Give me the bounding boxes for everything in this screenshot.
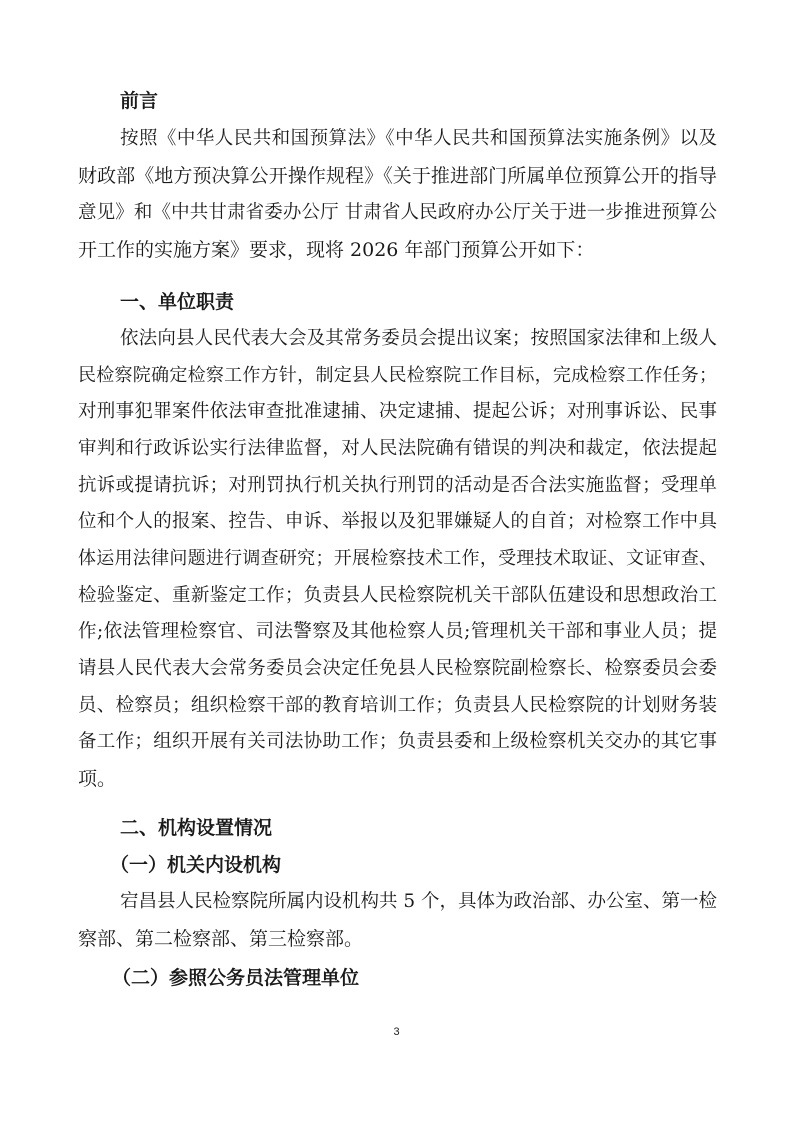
section-heading-structure: 二、机构设置情况 — [120, 817, 273, 839]
paragraph-line: 宕昌县人民检察院所属内设机构共 5 个，具体为政治部、办公室、第一检 — [120, 891, 718, 912]
page-number: 3 — [393, 1026, 400, 1038]
paragraph-line: 审判和行政诉讼实行法律监督，对人民法院确有错误的判决和裁定，依法提起 — [78, 438, 717, 459]
paragraph-line: 财政部《地方预决算公开操作规程》《关于推进部门所属单位预算公开的指导 — [78, 165, 717, 187]
subsection-heading-civil-service: （二）参照公务员法管理单位 — [112, 967, 360, 989]
paragraph-line: 备工作；组织开展有关司法协助工作；负责县委和上级检察机关交办的其它事 — [78, 731, 717, 752]
paragraph-line: 位和个人的报案、控告、申诉、举报以及犯罪嫌疑人的自首；对检察工作中具 — [78, 511, 717, 532]
paragraph-line: 体运用法律问题进行调查研究；开展检察技术工作，受理技术取证、文证审查、 — [78, 548, 717, 569]
paragraph-line: 员、检察员；组织检察干部的教育培训工作；负责县人民检察院的计划财务装 — [78, 695, 717, 716]
paragraph-line: 作;依法管理检察官、司法警察及其他检察人员;管理机关干部和事业人员；提 — [78, 621, 717, 642]
paragraph-line: 依法向县人民代表大会及其常务委员会提出议案；按照国家法律和上级人 — [120, 328, 717, 349]
paragraph-line: 对刑事犯罪案件依法审查批准逮捕、决定逮捕、提起公诉；对刑事诉讼、民事 — [78, 401, 717, 422]
paragraph-line: 察部、第二检察部、第三检察部。 — [78, 928, 364, 950]
section-heading-duties: 一、单位职责 — [120, 291, 235, 313]
paragraph-line: 抗诉或提请抗诉；对刑罚执行机关执行刑罚的活动是否合法实施监督；受理单 — [78, 475, 717, 496]
paragraph-line: 开工作的实施方案》要求，现将 2026 年部门预算公开如下： — [78, 239, 595, 261]
preface-heading: 前言 — [120, 90, 159, 112]
paragraph-line: 民检察院确定检察工作方针，制定县人民检察院工作目标，完成检察工作任务； — [78, 365, 717, 386]
subsection-heading-internal: （一）机关内设机构 — [110, 854, 282, 876]
paragraph-line: 意见》和《中共甘肃省委办公厅 甘肃省人民政府办公厅关于进一步推进预算公 — [78, 202, 717, 223]
paragraph-line: 按照《中华人民共和国预算法》《中华人民共和国预算法实施条例》以及 — [120, 128, 717, 149]
paragraph-line: 检验鉴定、重新鉴定工作；负责县人民检察院机关干部队伍建设和思想政治工 — [78, 585, 717, 606]
paragraph-line: 请县人民代表大会常务委员会决定任免县人民检察院副检察长、检察委员会委 — [78, 658, 717, 679]
paragraph-line: 项。 — [78, 768, 117, 790]
